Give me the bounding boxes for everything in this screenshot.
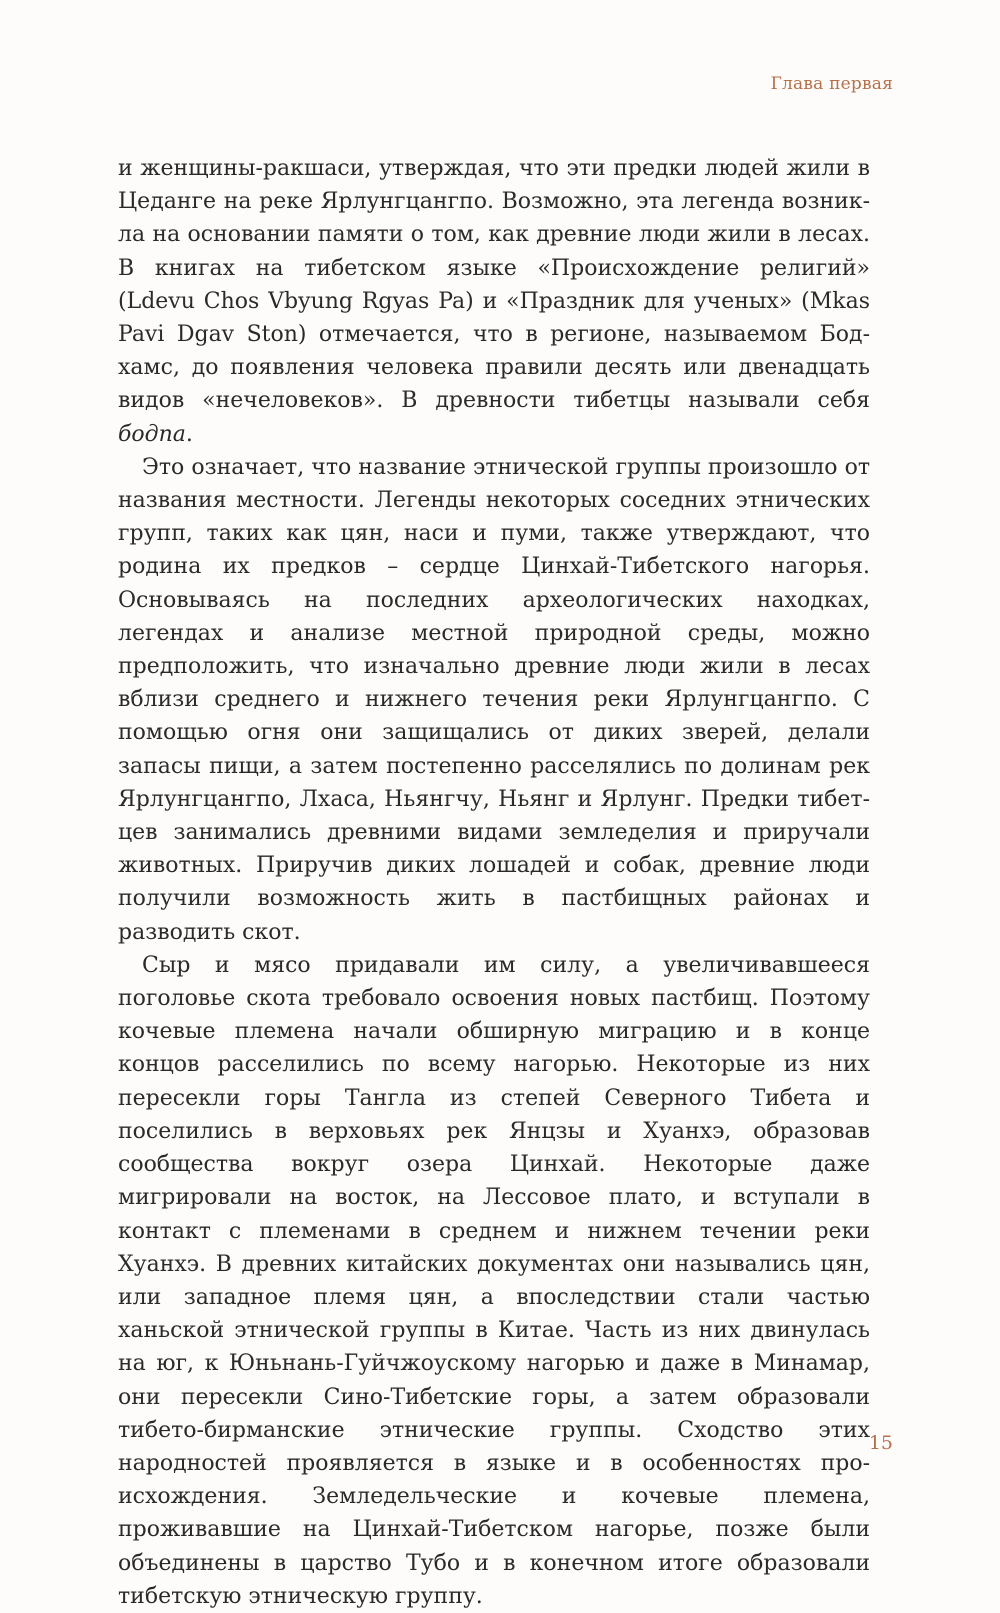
running-header-chapter-title: Глава первая [770,74,893,94]
body-text [118,152,870,1613]
page-number: 15 [868,1432,893,1454]
paragraph-1-text: и женщины-ракшаси, утверждая, что эти предки людей жили в Цеданге на реке Ярлунгцангпо. Возможно, эта легенда возникла на основании памяти о том, как древние люди жили в лесах. В книгах на тибетском языке «Происхождение религий» (Ldevu Chos Vbyung Rgyas Pa) и «Праздник для ученых» (Mkas Pavi Dgav Ston) отмечается, что в регионе, называемом Бод-хамс, до появления человека правили десять или двенадцать видов «нечеловеков». В древности тибетцы называли себя [118,156,870,414]
paragraph-1-tail: . [185,421,193,447]
paragraph-3: Сыр и мясо придавали им силу, а увеличивавшееся поголовье скота требовало освоения новых пастбищ. Поэтому кочевые племена начали обширную миграцию и в конце концов расселились по всему нагорью. Некоторые из них пересекли горы Тангла из степей Северного Тибета и поселились в верховьях рек Янцзы и Хуанхэ, образовав сообщества вокруг озера Цинхай. Некоторые даже мигрировали на восток, на Лессовое плато, и вступали в контакт с племенами в среднем и нижнем течении реки Хуанхэ. В древних китайских документах они назывались цян, или западное племя цян, а впоследствии стали частью ханьской этнической группы в Китае. Часть из них двинулась на юг, к Юньнань-Гуйчжоускому нагорью и даже в Минамар, они пересекли Сино-Тибетские горы, а затем образовали тибето-бирманские этнические группы. Сходство этих народностей проявляется в языке и в особенностях происхождения. Земледельческие и кочевые племена, проживавшие на Цинхай-Тибетском нагорье, позже были объединены в царство Тубо и в конечном итоге образовали тибетскую этническую группу. [118,952,870,1609]
paragraph-2: Это означает, что название этнической группы произошло от названия местности. Легенды некоторых соседних этнических групп, таких как цян, наси и пуми, также утверждают, что родина их предков – сердце Цинхай-Тибетского нагорья. Основываясь на последних археологических находках, легендах и анализе местной природной среды, можно предположить, что изначально древние люди жили в лесах вблизи среднего и нижнего течения реки Ярлунгцангпо. С помощью огня они защищались от диких зверей, делали запасы пищи, а затем постепенно расселялись по долинам рек Ярлунгцангпо, Лхаса, Ньянгчу, Ньянг и Ярлунг. Предки тибетцев занимались древними видами земледелия и приручали животных. Приручив диких лошадей и собак, древние люди получили возможность жить в пастбищных районах и разводить скот. [118,454,870,945]
paragraph-1-term: бодпа [118,421,186,447]
paragraph-1 [118,152,870,451]
